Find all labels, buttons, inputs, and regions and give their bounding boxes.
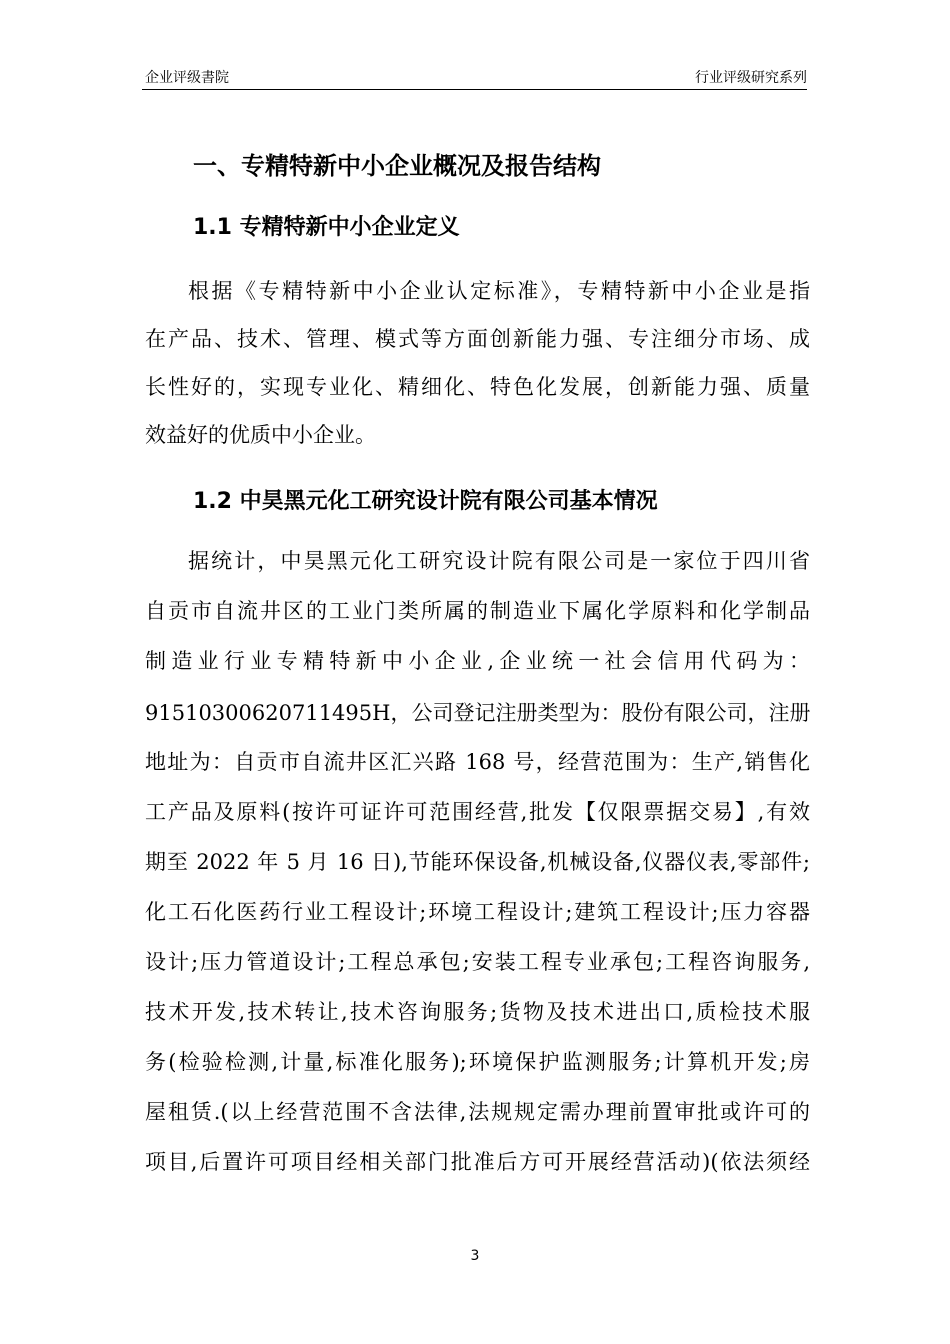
paragraph-line: 制造业行业专精特新中小企业,企业统一社会信用代码为： — [145, 649, 810, 673]
paragraph-line: 务(检验检测,计量,标准化服务);环境保护监测服务;计算机开发;房 — [145, 1050, 810, 1074]
paragraph-line: 据统计，中昊黑元化工研究设计院有限公司是一家位于四川省 — [188, 549, 810, 573]
paragraph-line: 项目,后置许可项目经相关部门批准后方可开展经营活动)(依法须经 — [145, 1150, 810, 1174]
paragraph-line: 自贡市自流井区的工业门类所属的制造业下属化学原料和化学制品 — [145, 599, 810, 623]
header-divider — [142, 89, 807, 90]
paragraph-line: 在产品、技术、管理、模式等方面创新能力强、专注细分市场、成 — [145, 327, 810, 351]
paragraph-line: 长性好的，实现专业化、精细化、特色化发展，创新能力强、质量 — [145, 375, 810, 399]
page-number: 3 — [470, 1248, 480, 1264]
paragraph-line: 91510300620711495H，公司登记注册类型为：股份有限公司，注册 — [145, 701, 811, 725]
header-publisher: 企业评级書院 — [145, 70, 229, 86]
paragraph-line: 工产品及原料(按许可证许可范围经营,批发【仅限票据交易】,有效 — [145, 800, 810, 824]
section-heading-1-1: 1.1 专精特新中小企业定义 — [193, 215, 460, 240]
section-heading-1-2: 1.2 中昊黑元化工研究设计院有限公司基本情况 — [193, 489, 658, 514]
paragraph-line: 化工石化医药行业工程设计;环境工程设计;建筑工程设计;压力容器 — [145, 900, 810, 924]
paragraph-line: 设计;压力管道设计;工程总承包;安装工程专业承包;工程咨询服务, — [145, 950, 810, 974]
paragraph-line: 屋租赁.(以上经营范围不含法律,法规规定需办理前置审批或许可的 — [145, 1100, 810, 1124]
paragraph-line: 期至 2022 年 5 月 16 日),节能环保设备,机械设备,仪器仪表,零部件; — [145, 850, 810, 874]
paragraph-line: 根据《专精特新中小企业认定标准》，专精特新中小企业是指 — [188, 279, 810, 303]
paragraph-line: 地址为：自贡市自流井区汇兴路 168 号，经营范围为：生产,销售化 — [145, 750, 810, 774]
paragraph-line: 技术开发,技术转让,技术咨询服务;货物及技术进出口,质检技术服 — [145, 1000, 810, 1024]
paragraph-line: 效益好的优质中小企业。 — [145, 423, 376, 447]
chapter-heading: 一、专精特新中小企业概况及报告结构 — [193, 152, 601, 180]
header-series: 行业评级研究系列 — [695, 70, 807, 86]
